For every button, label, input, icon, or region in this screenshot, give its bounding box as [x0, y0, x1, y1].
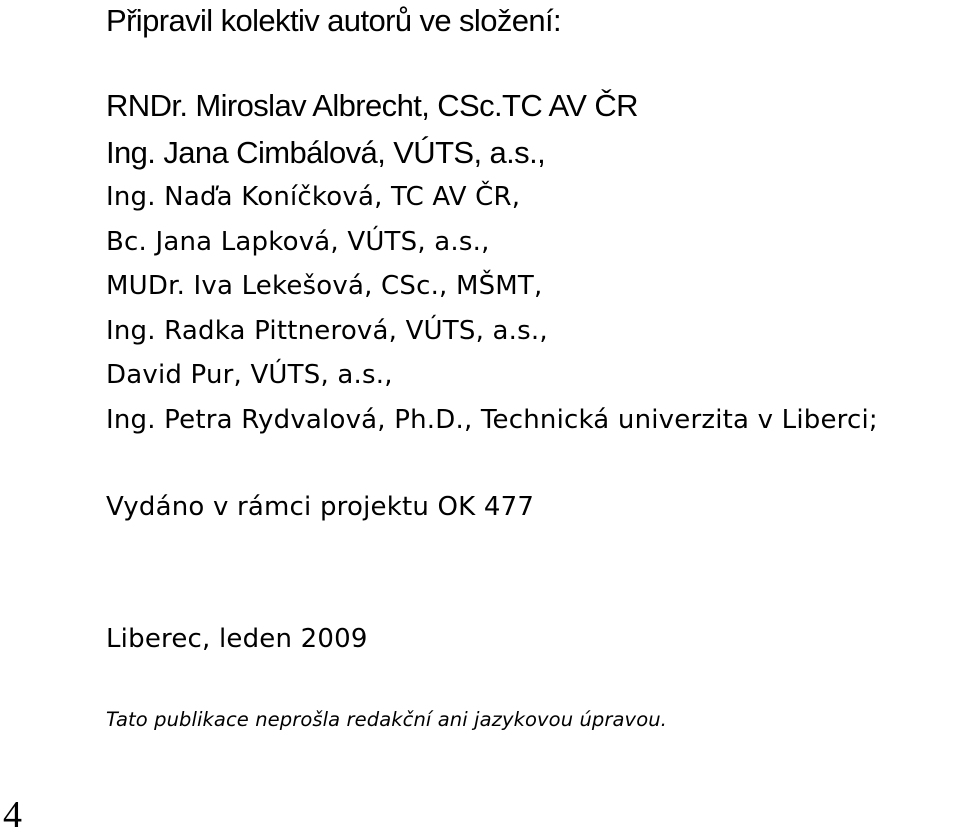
author-line: Ing. Radka Pittnerová, VÚTS, a.s.,	[106, 316, 548, 346]
author-line: Ing. Petra Rydvalová, Ph.D., Technická univerzita v Liberci;	[106, 405, 878, 435]
project-statement: Vydáno v rámci projektu OK 477	[106, 492, 535, 522]
page-number: 4	[3, 794, 22, 836]
editorial-note: Tato publikace neprošla redakční ani jazykovou úpravou.	[106, 708, 667, 731]
author-line: Bc. Jana Lapková, VÚTS, a.s.,	[106, 227, 490, 257]
authors-heading: Připravil kolektiv autorů ve složení:	[106, 3, 562, 38]
author-line: Ing. Naďa Koníčková, TC AV ČR,	[106, 182, 521, 212]
author-line: RNDr. Miroslav Albrecht, CSc.TC AV ČR	[106, 88, 638, 123]
author-line: MUDr. Iva Lekešová, CSc., MŠMT,	[106, 271, 543, 301]
author-line: David Pur, VÚTS, a.s.,	[106, 360, 393, 390]
author-line: Ing. Jana Cimbálová, VÚTS, a.s.,	[106, 135, 546, 170]
place-and-date: Liberec, leden 2009	[106, 624, 368, 654]
